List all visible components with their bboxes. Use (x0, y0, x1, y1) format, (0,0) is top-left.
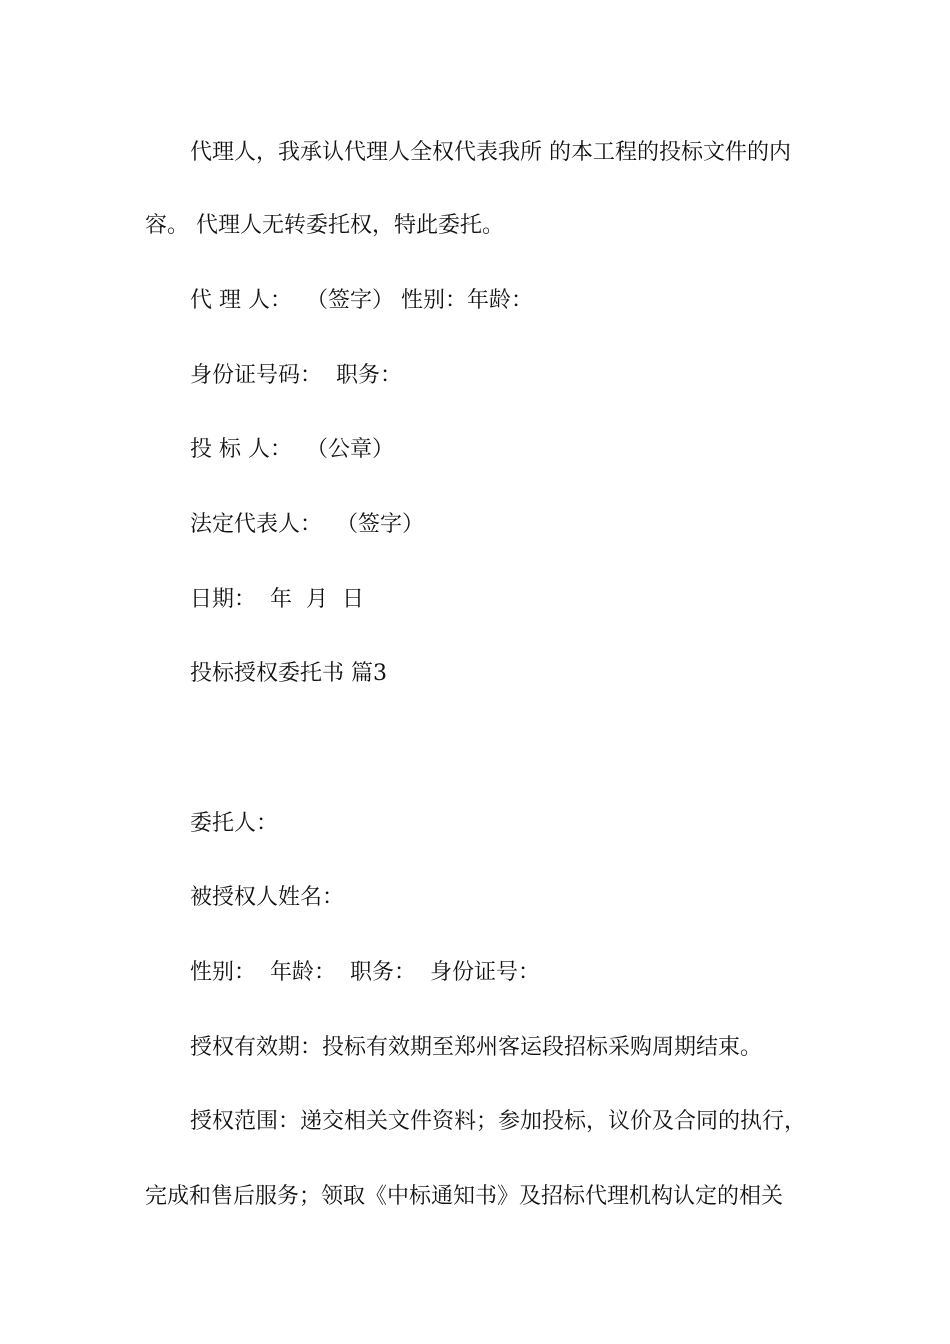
paragraph-line-1: 代理人，我承认代理人全权代表我所 的本工程的投标文件的内 (190, 140, 791, 165)
principal-line: 委托人： (190, 811, 279, 836)
person-details-line: 性别： 年龄： 职务： 身份证号： (190, 960, 540, 985)
id-number-line: 身份证号码： 职务： (190, 363, 402, 388)
date-line: 日期： 年 月 日 (190, 587, 364, 612)
validity-period-line: 授权有效期：投标有效期至郑州客运段招标采购周期结束。 (190, 1035, 763, 1060)
bidder-seal-line: 投 标 人： （公章） (190, 437, 394, 462)
paragraph-line-2: 容。 代理人无转委托权，特此委托。 (145, 213, 504, 238)
legal-representative-line: 法定代表人： （签字） (190, 512, 424, 537)
authorized-person-name-line: 被授权人姓名： (190, 885, 345, 910)
scope-line-2: 完成和售后服务；领取《中标通知书》及招标代理机构认定的相关 (145, 1184, 784, 1209)
scope-line-1: 授权范围：递交相关文件资料；参加投标，议价及合同的执行， (190, 1109, 807, 1134)
agent-signature-line: 代 理 人： （签字） 性别：年龄： (190, 288, 533, 313)
section-title: 投标授权委托书 篇3 (190, 661, 387, 686)
